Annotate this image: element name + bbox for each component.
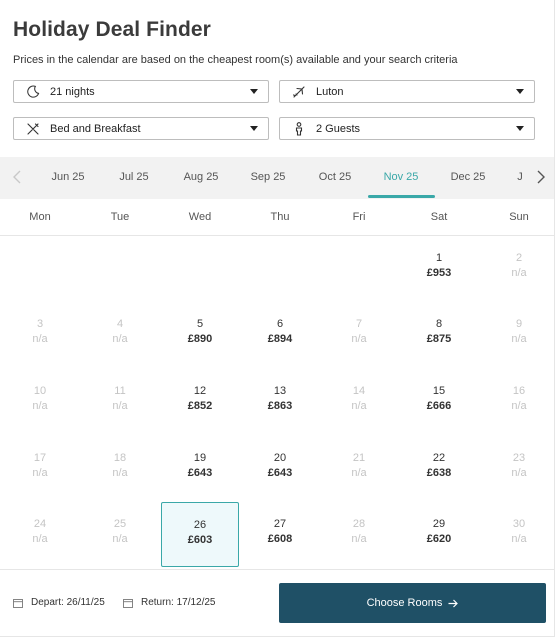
day-price: n/a [32, 533, 48, 545]
depart-date [13, 597, 105, 608]
calendar-day[interactable] [161, 369, 239, 434]
calendar-day[interactable] [400, 369, 478, 434]
calendar-day [81, 369, 159, 434]
day-number: 19 [193, 452, 207, 464]
calendar-day [480, 369, 556, 434]
board-select[interactable] [13, 117, 269, 140]
day-number: 24 [33, 518, 47, 530]
calendar-day[interactable] [241, 502, 319, 567]
active-month-indicator [368, 195, 435, 198]
day-price: £875 [426, 333, 452, 345]
guests-select[interactable] [279, 117, 535, 140]
day-price: n/a [32, 467, 48, 479]
weekday-label: Sat [430, 211, 448, 223]
day-price: n/a [351, 333, 367, 345]
board-label: Bed and Breakfast [50, 122, 141, 135]
day-price: n/a [511, 333, 527, 345]
weekday-label: Wed [188, 211, 212, 223]
chevron-down-icon [250, 89, 258, 94]
calendar-day [81, 502, 159, 567]
footer-divider [0, 569, 554, 570]
day-number: 16 [512, 385, 526, 397]
weekday-label: Sun [509, 211, 529, 223]
day-price: £608 [267, 533, 293, 545]
day-price: £666 [426, 400, 452, 412]
day-number: 23 [512, 452, 526, 464]
day-number: 17 [33, 452, 47, 464]
page-title: Holiday Deal Finder [13, 18, 211, 41]
day-price: n/a [351, 400, 367, 412]
weekday-label: Mon [29, 211, 51, 223]
day-number: 20 [273, 452, 287, 464]
chevron-down-icon [516, 89, 524, 94]
calendar-day [480, 436, 556, 501]
chevron-down-icon [516, 126, 524, 131]
calendar-day-selected[interactable] [161, 502, 239, 567]
person-icon [292, 122, 306, 136]
calendar-day[interactable] [161, 302, 239, 367]
day-number: 13 [273, 385, 287, 397]
day-number: 9 [515, 318, 523, 330]
calendar-day[interactable] [241, 436, 319, 501]
day-price: n/a [32, 400, 48, 412]
month-tab[interactable]: Jul 25 [119, 171, 149, 183]
calendar-day[interactable] [241, 302, 319, 367]
weekday-label: Thu [270, 211, 290, 223]
day-price: £894 [267, 333, 293, 345]
day-price: n/a [351, 467, 367, 479]
day-number: 28 [352, 518, 366, 530]
calendar-day[interactable] [400, 436, 478, 501]
day-number: 11 [114, 385, 126, 397]
weekday-header [0, 199, 554, 236]
day-number: 4 [116, 318, 124, 330]
calendar-day[interactable] [241, 369, 319, 434]
day-number: 22 [432, 452, 446, 464]
weekday-label: Tue [110, 211, 130, 223]
day-number: 14 [352, 385, 366, 397]
calendar-day [480, 236, 556, 301]
calendar-icon [13, 598, 23, 608]
calendar-day [320, 302, 398, 367]
plane-icon [292, 85, 306, 99]
day-number: 7 [355, 318, 363, 330]
day-number: 3 [36, 318, 44, 330]
chevron-down-icon [250, 126, 258, 131]
chevron-left-icon[interactable] [12, 169, 22, 185]
airport-select[interactable] [279, 80, 535, 103]
day-price: £863 [267, 400, 293, 412]
day-price: £638 [426, 467, 452, 479]
day-number: 25 [113, 518, 127, 530]
day-number: 12 [193, 385, 207, 397]
duration-label: 21 nights [50, 85, 95, 98]
month-tab[interactable]: Oct 25 [318, 171, 352, 183]
arrow-right-icon [448, 599, 458, 608]
day-price: £890 [187, 333, 213, 345]
day-number: 26 [193, 519, 207, 531]
calendar-icon [123, 598, 133, 608]
calendar-day [480, 502, 556, 567]
day-number: 6 [276, 318, 284, 330]
day-price: £643 [267, 467, 293, 479]
duration-select[interactable] [13, 80, 269, 103]
day-price: n/a [511, 533, 527, 545]
cutlery-icon [26, 122, 40, 136]
day-price: n/a [112, 533, 128, 545]
day-number: 1 [435, 252, 443, 264]
moon-icon [26, 85, 40, 99]
day-price: £953 [426, 267, 452, 279]
airport-label: Luton [316, 85, 344, 98]
chevron-right-icon[interactable] [536, 169, 546, 185]
day-price: n/a [112, 333, 128, 345]
month-tab-active[interactable]: Nov 25 [383, 171, 419, 183]
guests-label: 2 Guests [316, 122, 361, 135]
return-date [123, 597, 216, 608]
month-tab[interactable]: J [517, 171, 523, 183]
day-price: £603 [187, 534, 213, 546]
choose-rooms-label: Choose Rooms [366, 597, 443, 609]
calendar-day [81, 436, 159, 501]
day-number: 10 [33, 385, 47, 397]
day-price: n/a [511, 267, 527, 279]
day-price: n/a [32, 333, 48, 345]
page-subtitle: Prices in the calendar are based on the cheapest room(s) available and your search criteria [13, 54, 458, 66]
choose-rooms-button[interactable] [279, 583, 546, 623]
month-tab[interactable]: Jun 25 [51, 171, 85, 183]
calendar-day [1, 369, 79, 434]
calendar-day [1, 502, 79, 567]
calendar-day [1, 436, 79, 501]
month-selector [0, 157, 554, 199]
return-text: Return: 17/12/25 [141, 597, 216, 608]
month-tab[interactable]: Sep 25 [250, 171, 286, 183]
day-price: £643 [187, 467, 213, 479]
day-number: 29 [432, 518, 446, 530]
month-tab[interactable]: Dec 25 [450, 171, 486, 183]
calendar-day[interactable] [400, 236, 478, 301]
day-number: 15 [432, 385, 446, 397]
day-number: 5 [196, 318, 204, 330]
calendar-day [1, 302, 79, 367]
calendar-day [81, 302, 159, 367]
day-number: 18 [113, 452, 127, 464]
day-number: 27 [273, 518, 287, 530]
depart-text: Depart: 26/11/25 [31, 597, 105, 608]
day-price: £620 [426, 533, 452, 545]
weekday-label: Fri [352, 211, 366, 223]
calendar-day [320, 436, 398, 501]
day-price: n/a [112, 400, 128, 412]
day-price: £852 [187, 400, 213, 412]
month-tab[interactable]: Aug 25 [183, 171, 219, 183]
calendar-day [320, 502, 398, 567]
day-number: 21 [352, 452, 366, 464]
day-price: n/a [511, 467, 527, 479]
day-price: n/a [511, 400, 527, 412]
day-price: n/a [351, 533, 367, 545]
day-price: n/a [112, 467, 128, 479]
calendar-day [320, 369, 398, 434]
day-number: 30 [512, 518, 526, 530]
day-number: 8 [435, 318, 443, 330]
calendar-day [480, 302, 556, 367]
calendar-day[interactable] [400, 302, 478, 367]
calendar-day[interactable] [161, 436, 239, 501]
day-number: 2 [515, 252, 523, 264]
calendar-day[interactable] [400, 502, 478, 567]
